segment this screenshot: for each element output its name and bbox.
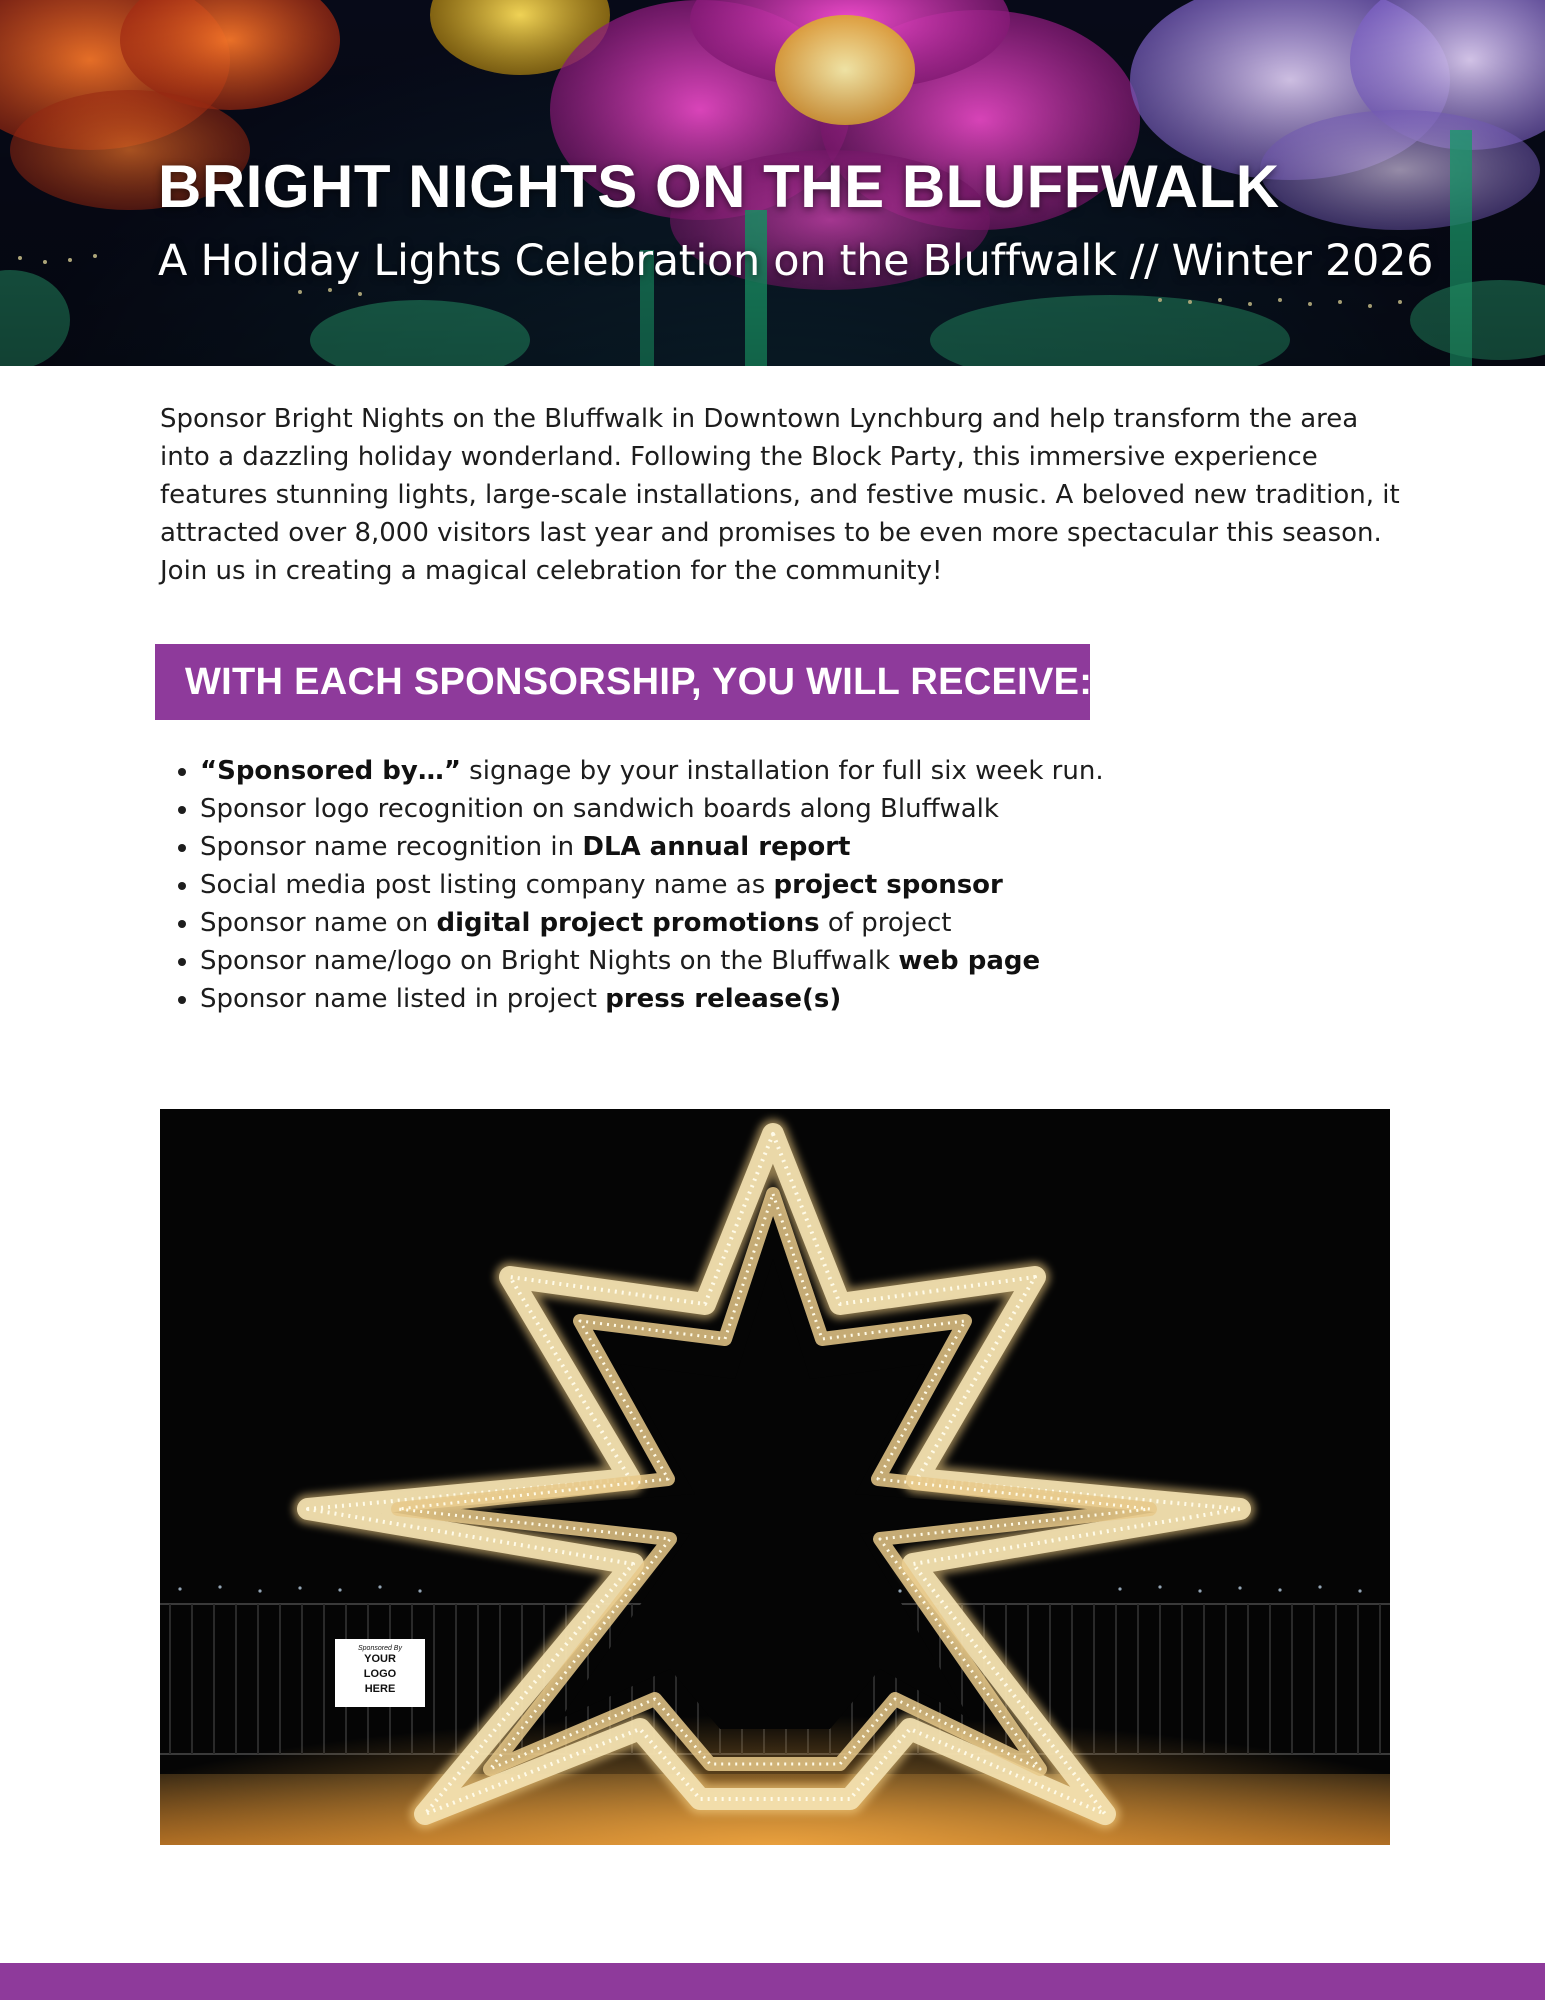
- benefit-text: Sponsor name/logo on Bright Nights on the Bluffwalk: [200, 946, 899, 976]
- benefit-text: Social media post listing company name as: [200, 870, 774, 900]
- list-item: [200, 866, 1400, 904]
- list-item: [200, 980, 1400, 1018]
- benefit-bold-tail: digital project promotions: [436, 908, 820, 938]
- benefits-list: [160, 752, 1400, 1018]
- sign-line: HERE: [364, 1683, 396, 1695]
- benefit-bold-tail: press release(s): [605, 984, 842, 1014]
- header-banner: [0, 0, 1545, 366]
- benefit-text-after: of project: [819, 908, 952, 938]
- footer-bar: [0, 1963, 1545, 2000]
- benefit-bold-lead: “Sponsored by…”: [200, 756, 461, 786]
- sign-small-text: Sponsored By: [358, 1645, 402, 1652]
- sponsor-logo-sign: [335, 1639, 425, 1707]
- benefit-bold-tail: web page: [898, 946, 1041, 976]
- sign-line: YOUR: [364, 1653, 396, 1665]
- benefit-text: Sponsor name on: [200, 908, 437, 938]
- benefit-text: Sponsor logo recognition on sandwich boards along Bluffwalk: [200, 794, 999, 824]
- benefit-bold-tail: project sponsor: [773, 870, 1003, 900]
- benefit-text: Sponsor name listed in project: [200, 984, 606, 1014]
- section-heading: WITH EACH SPONSORSHIP, YOU WILL RECEIVE:: [185, 661, 1093, 703]
- intro-paragraph: Sponsor Bright Nights on the Bluffwalk in Downtown Lynchburg and help transform the area into a dazzling holiday wonderland. Following the Block Party, this immersive experience features stunning lights, large-scale installations, and festive music. A beloved new tradition, it attracted over 8,000 visitors last year and promises to be even more spectacular this season. Join us in creating a magical celebration for the community!: [160, 404, 1400, 586]
- benefit-text: signage by your installation for full six week run.: [460, 756, 1104, 786]
- list-item: [200, 790, 1400, 828]
- list-item: [200, 752, 1400, 790]
- benefit-bold-tail: DLA annual report: [582, 832, 851, 862]
- sign-line: LOGO: [363, 1668, 397, 1680]
- list-item: [200, 942, 1400, 980]
- section-heading-bar: [155, 644, 1093, 720]
- star-illustration: [160, 1109, 1390, 1845]
- star-installation-photo: [160, 1109, 1390, 1845]
- benefit-text: Sponsor name recognition in: [200, 832, 583, 862]
- list-item: [200, 828, 1400, 866]
- list-item: [200, 904, 1400, 942]
- page-subtitle: A Holiday Lights Celebration on the Bluffwalk // Winter 2026: [158, 236, 1434, 286]
- page-title: BRIGHT NIGHTS ON THE BLUFFWALK: [158, 153, 1280, 220]
